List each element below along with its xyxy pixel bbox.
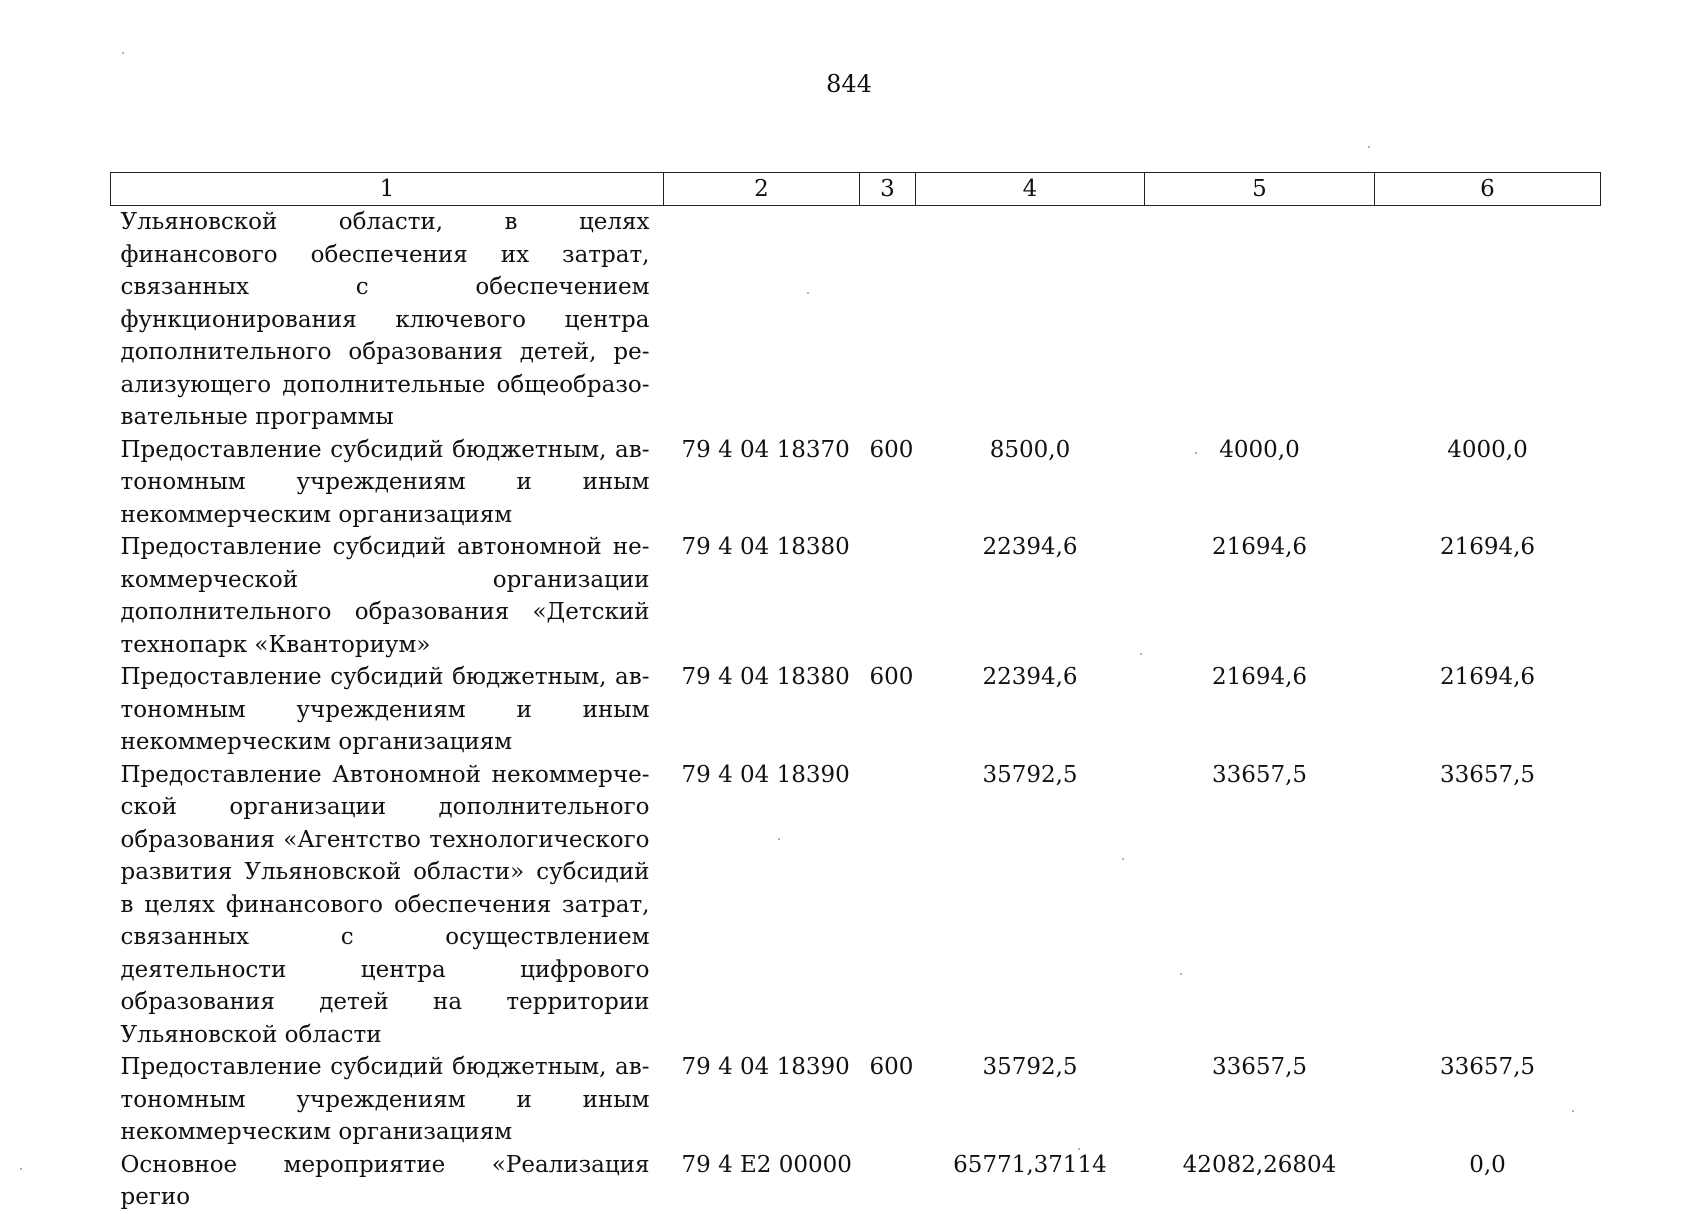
budget-table	[110, 172, 1601, 1214]
scan-speck	[1078, 1148, 1080, 1150]
scan-speck	[778, 838, 780, 840]
scan-speck	[1572, 1110, 1574, 1112]
row-description: Предоставление субсидий бюджетным, автономным учреждениям и иным некоммерческим организациям	[120, 1054, 650, 1145]
scan-speck	[1368, 146, 1370, 148]
column-header-4: 4	[916, 173, 1145, 206]
row-code: 79 4 E2 00000	[681, 1151, 852, 1178]
row-value-4: 8500,0	[989, 436, 1071, 463]
row-value-6: 21694,6	[1439, 534, 1536, 560]
row-expense-type	[860, 531, 916, 661]
column-header-6: 6	[1375, 173, 1601, 206]
row-description: Предоставление субсидий бюджетным, автономным учреждениям и иным некоммерческим организациям	[120, 664, 650, 755]
row-value-6: 33657,5	[1439, 761, 1536, 788]
scan-speck	[122, 52, 124, 54]
column-header-3: 3	[860, 173, 916, 206]
table-row	[111, 531, 1601, 661]
row-value-4: 22394,6	[982, 534, 1078, 560]
row-expense-type: 600	[869, 664, 914, 690]
table-row	[111, 1051, 1601, 1149]
row-description: Основное мероприятие «Реализация регио	[120, 1151, 650, 1210]
table-row	[111, 661, 1601, 759]
column-header-5: 5	[1145, 173, 1375, 206]
row-description: Предоставление субсидий автономной некоммерческой организации дополнительного образования «Детский технопарк «Кванториум»	[120, 534, 650, 658]
row-code: 79 4 04 18380	[681, 664, 850, 690]
row-value-5: 21694,6	[1211, 664, 1308, 690]
scan-speck	[807, 292, 809, 294]
row-value-4: 65771,37114	[953, 1151, 1107, 1178]
scan-speck	[1140, 653, 1142, 655]
row-expense-type	[860, 206, 916, 434]
scan-speck	[1180, 973, 1182, 975]
row-value-4	[916, 206, 1145, 434]
column-header-2: 2	[664, 173, 860, 206]
table-row	[111, 434, 1601, 532]
row-code: 79 4 04 18390	[681, 761, 850, 788]
row-code: 79 4 04 18380	[681, 534, 850, 560]
row-value-4: 35792,5	[982, 761, 1078, 788]
row-expense-type	[860, 1149, 916, 1214]
table-row	[111, 206, 1601, 434]
row-description: Предоставление Автономной некоммерческой организации дополнительного образования «Агентство технологического развития Ульяновской области» субсидий в целях финансового обеспечения затрат, связанных с осуществлением деятельности центра цифрового образования детей на территории Ульяновской области	[120, 761, 650, 1048]
row-value-6: 33657,5	[1439, 1054, 1536, 1080]
row-code: 79 4 04 18390	[681, 1054, 850, 1080]
row-value-6: 21694,6	[1439, 664, 1536, 690]
row-expense-type: 600	[869, 436, 914, 463]
row-value-6	[1375, 206, 1601, 434]
row-value-5: 33657,5	[1211, 1054, 1308, 1080]
row-expense-type: 600	[869, 1054, 914, 1080]
table-row	[111, 1149, 1601, 1214]
row-value-6: 0,0	[1469, 1151, 1506, 1178]
row-code: 79 4 04 18370	[681, 436, 850, 463]
row-value-5: 42082,26804	[1182, 1151, 1337, 1178]
scan-speck	[1195, 452, 1197, 454]
scan-speck	[20, 1168, 22, 1170]
row-expense-type	[860, 759, 916, 1052]
page-number: 844	[826, 70, 872, 98]
row-value-5: 4000,0	[1219, 436, 1300, 463]
row-value-5: 33657,5	[1211, 761, 1308, 788]
row-description: Ульяновской области, в целях финансового обеспечения их затрат, связанных с обеспечением функционирования ключевого центра дополнительного образования детей, реализующего дополнительные общеобразовательные программы	[120, 209, 650, 430]
row-value-5: 21694,6	[1211, 534, 1308, 560]
row-value-5	[1145, 206, 1375, 434]
header-row	[111, 173, 1601, 206]
row-value-6: 4000,0	[1447, 436, 1528, 463]
column-header-1: 1	[111, 173, 664, 206]
row-value-4: 35792,5	[982, 1054, 1078, 1080]
row-value-4: 22394,6	[982, 664, 1078, 690]
row-description: Предоставление субсидий бюджетным, автономным учреждениям и иным некоммерческим организациям	[120, 436, 650, 528]
row-code	[664, 206, 860, 434]
table-row	[111, 759, 1601, 1052]
scan-speck	[1122, 858, 1124, 860]
